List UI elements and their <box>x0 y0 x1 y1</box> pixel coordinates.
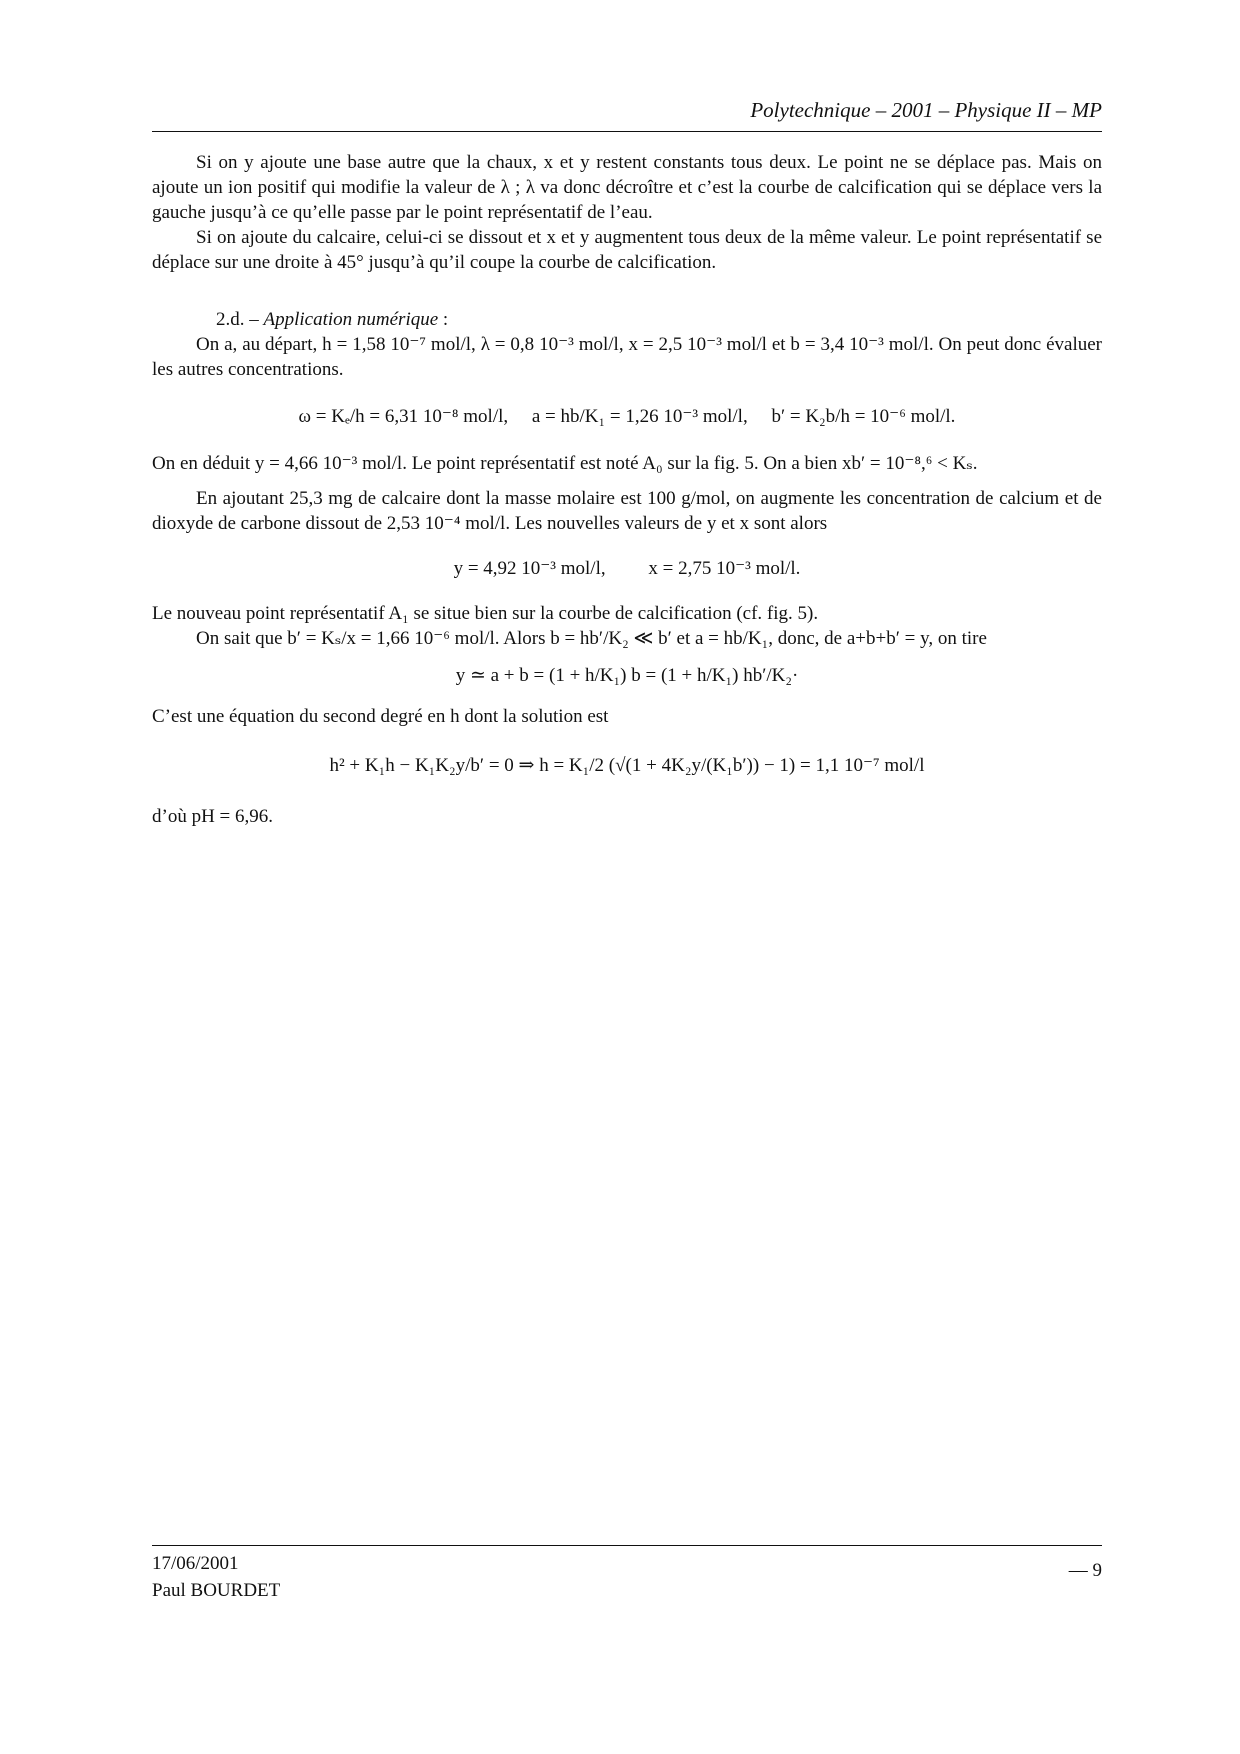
paragraph-b-prime: On sait que b′ = Kₛ/x = 1,66 10⁻⁶ mol/l. Alors b = hb′/K₂ ≪ b′ et a = hb/K₁, donc, de a+b+b′ = y, on tire <box>196 628 987 649</box>
document-page <box>152 0 1102 1754</box>
section-title: Application numérique <box>263 309 439 330</box>
section-colon: : <box>438 309 449 330</box>
paragraph-new-point: Le nouveau point représentatif A₁ se situe bien sur la courbe de calcification (cf. fig. 5). <box>152 603 819 624</box>
paragraph-calcaire: Si on ajoute du calcaire, celui-ci se dissout et x et y augmentent tous deux de la même valeur. Le point représentatif se déplace sur une droite à 45° jusqu’à qu’il coupe la courbe de calcification. <box>152 227 1102 273</box>
document-body <box>152 150 1102 829</box>
section-heading <box>152 307 1102 332</box>
equation-y: y = 4,92 10⁻³ mol/l, <box>453 558 606 579</box>
paragraph-deduction: On en déduit y = 4,66 10⁻³ mol/l. Le point représentatif est noté A₀ sur la fig. 5. On a bien xb′ = 10⁻⁸,⁶ < Kₛ. <box>152 453 978 474</box>
equation-x: x = 2,75 10⁻³ mol/l. <box>648 558 801 579</box>
equation-omega: ω = Kₑ/h = 6,31 10⁻⁸ mol/l, <box>298 406 509 427</box>
footer-rule <box>152 1545 1102 1546</box>
equation-y-approx: y ≃ a + b = (1 + h/K₁) b = (1 + h/K₁) hb′/K₂· <box>455 665 799 686</box>
equation-a: a = hb/K₁ = 1,26 10⁻³ mol/l, <box>531 406 748 427</box>
equation-new-values <box>152 556 1102 581</box>
paragraph-initial-values: On a, au départ, h = 1,58 10⁻⁷ mol/l, λ = 0,8 10⁻³ mol/l, x = 2,5 10⁻³ mol/l et b = 3,4 10⁻³ mol/l. On peut donc évaluer les autres concentrations. <box>152 334 1102 380</box>
equation-b-prime: b′ = K₂b/h = 10⁻⁶ mol/l. <box>771 406 956 427</box>
footer-author: Paul BOURDET <box>152 1580 281 1601</box>
footer-date: 17/06/2001 <box>152 1553 239 1574</box>
header-rule <box>152 131 1102 132</box>
equation-concentrations <box>152 404 1102 429</box>
paragraph-ajout-calcaire: En ajoutant 25,3 mg de calcaire dont la masse molaire est 100 g/mol, on augmente les concentration de calcium et de dioxyde de carbone dissout de 2,53 10⁻⁴ mol/l. Les nouvelles valeurs de y et x sont alors <box>152 488 1102 534</box>
section-number: 2.d. – <box>216 309 259 330</box>
paragraph-ph: d’où pH = 6,96. <box>152 806 274 827</box>
page-number: — 9 <box>1068 1560 1102 1581</box>
equation-h-solution: h² + K₁h − K₁K₂y/b′ = 0 ⇒ h = K₁/2 (√(1 + 4K₂y/(K₁b′)) − 1) = 1,1 10⁻⁷ mol/l <box>329 755 925 776</box>
paragraph-base: Si on y ajoute une base autre que la chaux, x et y restent constants tous deux. Le point ne se déplace pas. Mais on ajoute un ion positif qui modifie la valeur de λ ; λ va donc décroître et c’est la courbe de calcification qui se déplace vers la gauche jusqu’à ce qu’elle passe par le point représentatif de l’eau. <box>152 152 1102 223</box>
page-header: Polytechnique – 2001 – Physique II – MP <box>750 98 1102 122</box>
paragraph-second-degree: C’est une équation du second degré en h dont la solution est <box>152 706 609 727</box>
